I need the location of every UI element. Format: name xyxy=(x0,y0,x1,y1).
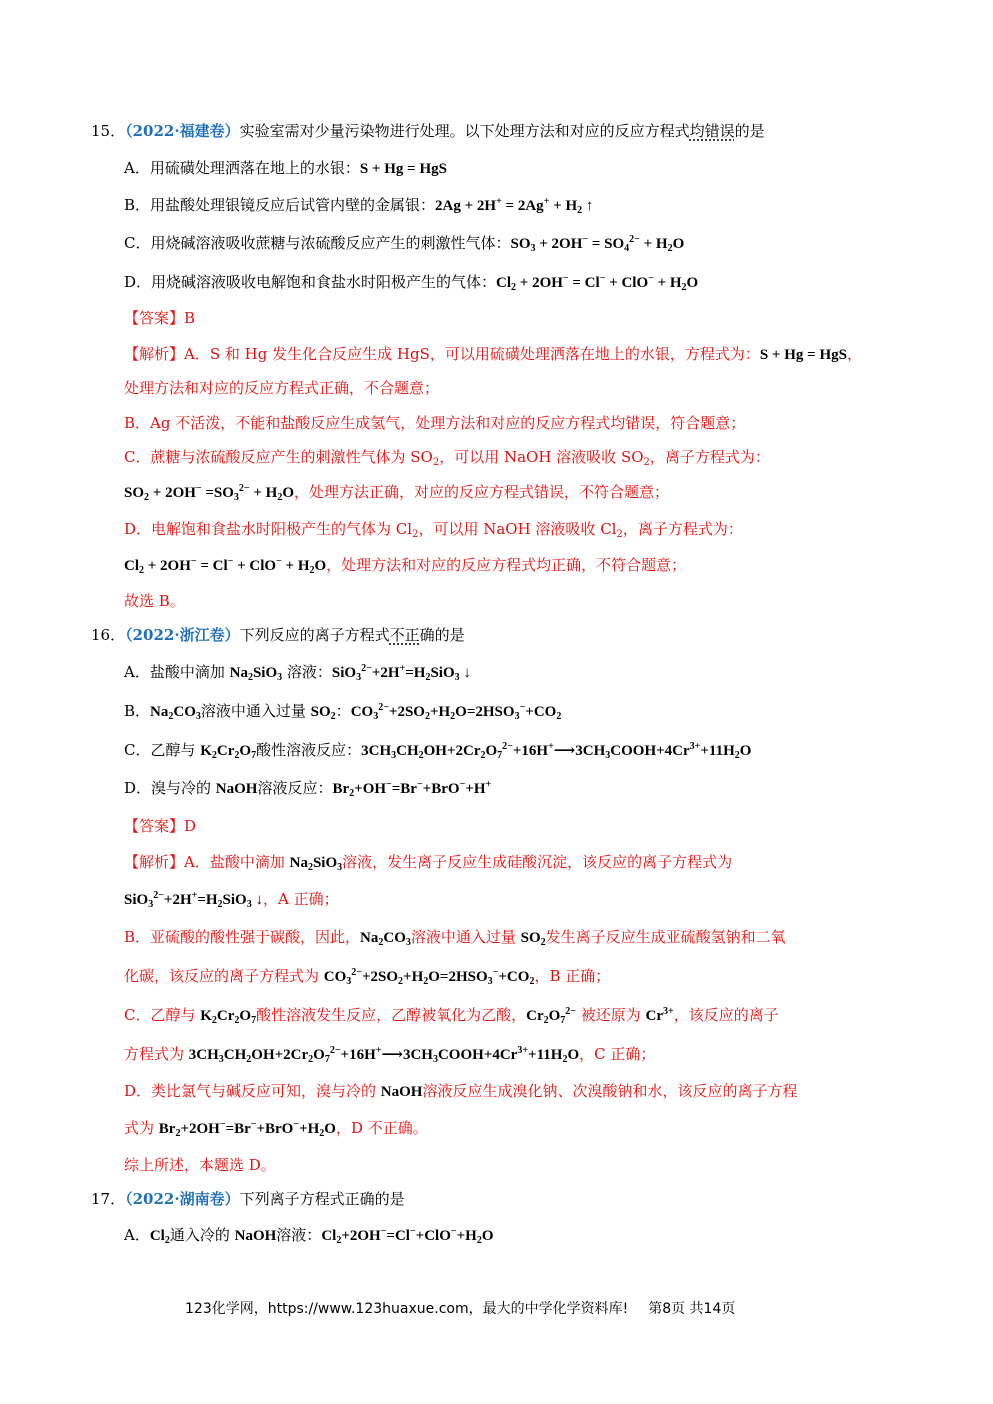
q16-analysis-c1-d: ，该反应的离子 xyxy=(673,1006,779,1024)
q15-analysis-a1: 【解析】A．S 和 Hg 发生化合反应生成 HgS，可以用硫磺处理洒落在地上的水银，方程式为：S + Hg = HgS， xyxy=(124,345,862,363)
q15-option-a-formula: S + Hg = HgS xyxy=(359,161,447,177)
q16-conclusion: 综上所述，本题选 D。 xyxy=(124,1156,276,1174)
q16-option-a-b: 溶液： xyxy=(282,663,332,681)
q16-analysis-d2-formula: $Br_2+2OH^-=Br^-+BrO^-+H_2O$ xyxy=(158,1119,336,1139)
q15-analysis-c1-c: ，离子方程式为： xyxy=(649,448,770,466)
q15-option-d-text: D．用烧碱溶液吸收电解饱和食盐水时阳极产生的气体： xyxy=(124,273,497,291)
q16-analysis-b1-c: 发生离子反应生成亚硫酸氢钠和二氧 xyxy=(545,928,786,946)
q16-option-d-a: D．溴与冷的 xyxy=(124,779,216,797)
q16-option-c-a: C．乙醇与 xyxy=(124,741,201,759)
q15-option-c xyxy=(124,232,684,255)
q15-analysis-c1-a: C．蔗糖与浓硫酸反应产生的刺激性气体为 SO xyxy=(124,448,433,466)
q16-option-d-b: 溶液反应： xyxy=(257,779,333,797)
q16-analysis-a2-text: ，A 正确； xyxy=(262,890,339,908)
q15-analysis-a1-formula: S + Hg = HgS xyxy=(759,347,847,363)
q15-stem-end: 的是 xyxy=(734,122,765,140)
q15-analysis-c2-text: ，处理方法正确，对应的反应方程式错误，不符合题意； xyxy=(294,483,670,501)
q16-analysis-a1-a: A．盐酸中滴加 xyxy=(184,853,290,871)
q16-analysis-b2-b: ，B 正确； xyxy=(534,967,611,985)
q15-stem-emphasis: 均错误 xyxy=(689,122,735,140)
q16-analysis-c1-c: 被还原为 xyxy=(575,1006,646,1024)
q15-option-d-formula: $Cl_2 + 2OH^- = Cl^- + ClO^- + H_2O$ xyxy=(496,273,699,293)
q16-analysis-a1: 【解析】A．盐酸中滴加 $Na_2SiO_3$溶液，发生离子反应生成硅酸沉淀，该反应的离子方程式为 xyxy=(124,853,733,873)
q15-number: 15． xyxy=(91,122,126,140)
q15-analysis-a1-text: A．S 和 Hg 发生化合反应生成 HgS，可以用硫磺处理洒落在地上的水银，方程式为： xyxy=(184,345,760,363)
q16-analysis-a2 xyxy=(124,888,339,911)
q16-option-d: D．溴与冷的 NaOH溶液反应：$Br_2+OH^-=Br^-+BrO^-+H^+$ xyxy=(124,779,492,799)
q16-analysis-d2-b: ，D 不正确。 xyxy=(335,1119,428,1137)
q15-option-b-text: B．用盐酸处理银镜反应后试管内壁的金属银： xyxy=(124,196,436,214)
q16-number: 16． xyxy=(91,626,126,644)
q15-analysis-d2 xyxy=(124,554,686,577)
q16-analysis-c2-a: 方程式为 xyxy=(124,1045,189,1063)
q16-option-c: C．乙醇与 $K_2Cr_2O_7$酸性溶液反应：$3CH_3CH_2OH+2Cr_2O_7^{2-}+16H^+⟶3CH_3COOH+4Cr^{3+}+11H_2O$ xyxy=(124,741,752,761)
q15-option-d xyxy=(124,271,698,294)
q15-option-c-formula: $SO_3 + 2OH^- = SO_4^{2-} + H_2O$ xyxy=(510,234,685,254)
q16-analysis-c2 xyxy=(124,1043,655,1066)
q16-stem-emphasis: 不正 xyxy=(389,626,420,644)
q17-source: （2022·湖南卷） xyxy=(125,1190,240,1208)
q16-option-c-formula: $3CH_3CH_2OH+2Cr_2O_7^{2-}+16H^+⟶3CH_3COOH+4Cr^{3+}+11H_2O$ xyxy=(361,741,752,761)
q16-option-b-b: 溶液中通入过量 xyxy=(200,702,311,720)
q17-option-a-a: A． xyxy=(124,1226,150,1244)
q16-option-c-b: 酸性溶液反应： xyxy=(256,741,362,759)
q17-stem xyxy=(91,1188,405,1210)
q16-analysis-b1-a: B．亚硫酸的酸性强于碳酸，因此， xyxy=(124,928,361,946)
q15-analysis-d2-text: ，处理方法和对应的反应方程式均正确，不符合题意； xyxy=(326,556,687,574)
q15-analysis-c2-formula: $SO_2 + 2OH^- =SO_3^{2-} + H_2O$ xyxy=(124,483,295,503)
q16-answer: 【答案】D xyxy=(124,817,197,835)
q16-analysis-d1-b: 溶液反应生成溴化钠、次溴酸钠和水，该反应的离子方程 xyxy=(422,1082,798,1100)
q16-analysis-d1: D．类比氯气与碱反应可知，溴与冷的 NaOH溶液反应生成溴化钠、次溴酸钠和水，该反应的离子方程 xyxy=(124,1082,798,1100)
q17-stem-text: 下列离子方程式正确的是 xyxy=(239,1190,405,1208)
q16-option-a: A．盐酸中滴加 $Na_2SiO_3$ 溶液：$SiO_3^{2-}+2H^+=H_2SiO_3$ ↓ xyxy=(124,663,471,683)
q16-stem xyxy=(91,624,465,646)
q15-option-a-text: A．用硫磺处理洒落在地上的水银： xyxy=(124,159,360,177)
q15-analysis-label: 【解析】 xyxy=(124,345,185,363)
q15-stem-text: 实验室需对少量污染物进行处理。以下处理方法和对应的反应方程式 xyxy=(239,122,690,140)
q16-analysis-b2-formula: $CO_3^{2-}+2SO_2+H_2O=2HSO_3^-+CO_2$ xyxy=(323,967,535,987)
q16-analysis-b2-a: 化碳，该反应的离子方程式为 xyxy=(124,967,324,985)
q16-stem-end: 确的是 xyxy=(419,626,465,644)
q15-analysis-d2-formula: $Cl_2 + 2OH^- = Cl^- + ClO^- + H_2O$ xyxy=(124,556,327,576)
q17-number: 17． xyxy=(91,1190,126,1208)
q16-analysis-c1: C．乙醇与 $K_2Cr_2O_7$酸性溶液发生反应，乙醇被氧化为乙酸，$Cr_2O_7^{2-}$ 被还原为 $Cr^{3+}$，该反应的离子 xyxy=(124,1006,779,1026)
q16-analysis-b2 xyxy=(124,965,610,988)
q16-option-b-a: B． xyxy=(124,702,151,720)
q15-conclusion: 故选 B。 xyxy=(124,592,185,610)
page-footer xyxy=(185,1298,735,1320)
q15-option-b xyxy=(124,194,593,217)
q17-option-a-c: 溶液： xyxy=(276,1226,322,1244)
q16-analysis-label: 【解析】 xyxy=(124,853,185,871)
q16-analysis-d1-a: D．类比氯气与碱反应可知，溴与冷的 xyxy=(124,1082,381,1100)
q16-analysis-c2-formula: $3CH_3CH_2OH+2Cr_2O_7^{2-}+16H^+⟶3CH_3COOH+4Cr^{3+}+11H_2O$ xyxy=(188,1045,580,1065)
q15-analysis-c1-b: ，可以用 NaOH 溶液吸收 SO xyxy=(439,448,644,466)
q15-source: （2022·福建卷） xyxy=(125,122,240,140)
q17-option-a-formula: $Cl_2+2OH^-=Cl^-+ClO^-+H_2O$ xyxy=(321,1226,494,1246)
q15-option-c-text: C．用烧碱溶液吸收蔗糖与浓硫酸反应产生的刺激性气体： xyxy=(124,234,511,252)
q15-option-b-formula: $2Ag + 2H^+ = 2Ag^+ + H_2$ ↑ xyxy=(435,196,594,216)
q16-analysis-b1: B．亚硫酸的酸性强于碳酸，因此，$Na_2CO_3$溶液中通入过量 $SO_2$发生离子反应生成亚硫酸氢钠和二氧 xyxy=(124,928,786,948)
q16-analysis-d2-a: 式为 xyxy=(124,1119,159,1137)
q16-analysis-a1-b: 溶液，发生离子反应生成硅酸沉淀，该反应的离子方程式为 xyxy=(342,853,733,871)
q16-analysis-c1-a: C．乙醇与 xyxy=(124,1006,201,1024)
q16-option-a-a: A．盐酸中滴加 xyxy=(124,663,230,681)
q15-stem xyxy=(91,120,765,142)
q15-analysis-d1: D．电解饱和食盐水时阳极产生的气体为 $Cl_2$，可以用 NaOH 溶液吸收 $Cl_2$，离子方程式为： xyxy=(124,520,743,540)
q17-option-a-b: 通入冷的 xyxy=(169,1226,235,1244)
q15-analysis-a2: 处理方法和对应的反应方程式正确，不合题意； xyxy=(124,379,440,397)
q16-option-b: B．$Na_2CO_3$溶液中通入过量 $SO_2$：$CO_3^{2-}+2SO_2+H_2O=2HSO_3^-+CO_2$ xyxy=(124,702,562,722)
q15-analysis-d1-a: D．电解饱和食盐水时阳极产生的气体为 Cl xyxy=(124,520,413,538)
q16-analysis-b1-b: 溶液中通入过量 xyxy=(410,928,521,946)
q16-source: （2022·浙江卷） xyxy=(125,626,240,644)
q15-answer: 【答案】B xyxy=(124,309,196,327)
q15-analysis-d1-b: ，可以用 NaOH 溶液吸收 Cl xyxy=(418,520,617,538)
footer-page-number: 第8页 共14页 xyxy=(648,1301,736,1317)
q15-analysis-b: B．Ag 不活泼，不能和盐酸反应生成氢气，处理方法和对应的反应方程式均错误，符合题意； xyxy=(124,414,746,432)
q16-analysis-c1-b: 酸性溶液发生反应，乙醇被氧化为乙酸， xyxy=(256,1006,527,1024)
q16-analysis-c2-b: ，C 正确； xyxy=(579,1045,656,1063)
q16-option-a-formula: $SiO_3^{2-}+2H^+=H_2SiO_3$ ↓ xyxy=(331,663,471,683)
q16-analysis-a2-formula: $SiO_3^{2-}+2H^+=H_2SiO_3$ ↓ xyxy=(124,890,263,910)
q15-analysis-c1: C．蔗糖与浓硫酸反应产生的刺激性气体为 $SO_2$，可以用 NaOH 溶液吸收 $SO_2$，离子方程式为： xyxy=(124,448,770,468)
q16-stem-text: 下列反应的离子方程式 xyxy=(239,626,390,644)
q17-option-a: A．$Cl_2$通入冷的 NaOH溶液：$Cl_2+2OH^-=Cl^-+ClO^-+H_2O$ xyxy=(124,1226,494,1246)
q15-analysis-d1-c: ，离子方程式为： xyxy=(622,520,743,538)
q16-analysis-d2 xyxy=(124,1117,428,1140)
q15-analysis-c2 xyxy=(124,481,669,504)
footer-site-text: 123化学网，https://www.123huaxue.com，最大的中学化学资料库! xyxy=(185,1301,629,1317)
q16-option-b-formula: $CO_3^{2-}+2SO_2+H_2O=2HSO_3^-+CO_2$ xyxy=(350,702,562,722)
q15-option-a xyxy=(124,157,447,180)
q16-option-d-formula: $Br_2+OH^-=Br^-+BrO^-+H^+$ xyxy=(332,779,492,799)
